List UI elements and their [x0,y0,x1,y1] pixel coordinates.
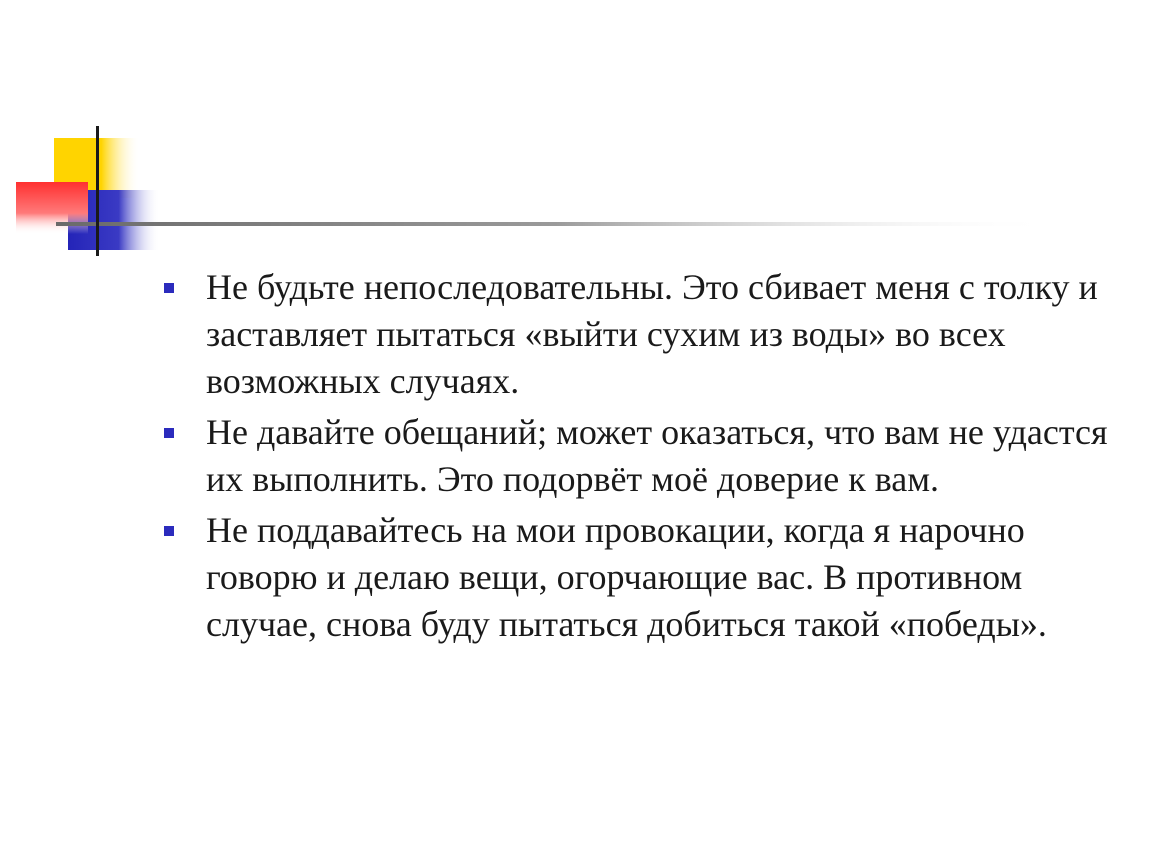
list-item [160,409,1120,503]
bullet-text: Не давайте обещаний; может оказаться, что вам не удастся их выполнить. Это подорвёт моё доверие к вам. [206,412,1108,499]
vertical-rule [96,126,99,256]
bullet-list [160,264,1120,652]
list-item [160,507,1120,648]
bullet-square-icon [164,526,174,536]
horizontal-rule [56,222,1056,226]
list-item [160,264,1120,405]
bullet-square-icon [164,428,174,438]
bullet-text: Не поддавайтесь на мои провокации, когда я нарочно говорю и делаю вещи, огорчающие вас. В противном случае, снова буду пытаться добиться такой «победы». [206,510,1047,644]
bullet-square-icon [164,283,174,293]
red-square [16,182,88,234]
bullet-text: Не будьте непоследовательны. Это сбивает меня с толку и заставляет пытаться «выйти сухим из воды» во всех возможных случаях. [206,267,1098,401]
decorative-header-graphic [0,0,1150,300]
